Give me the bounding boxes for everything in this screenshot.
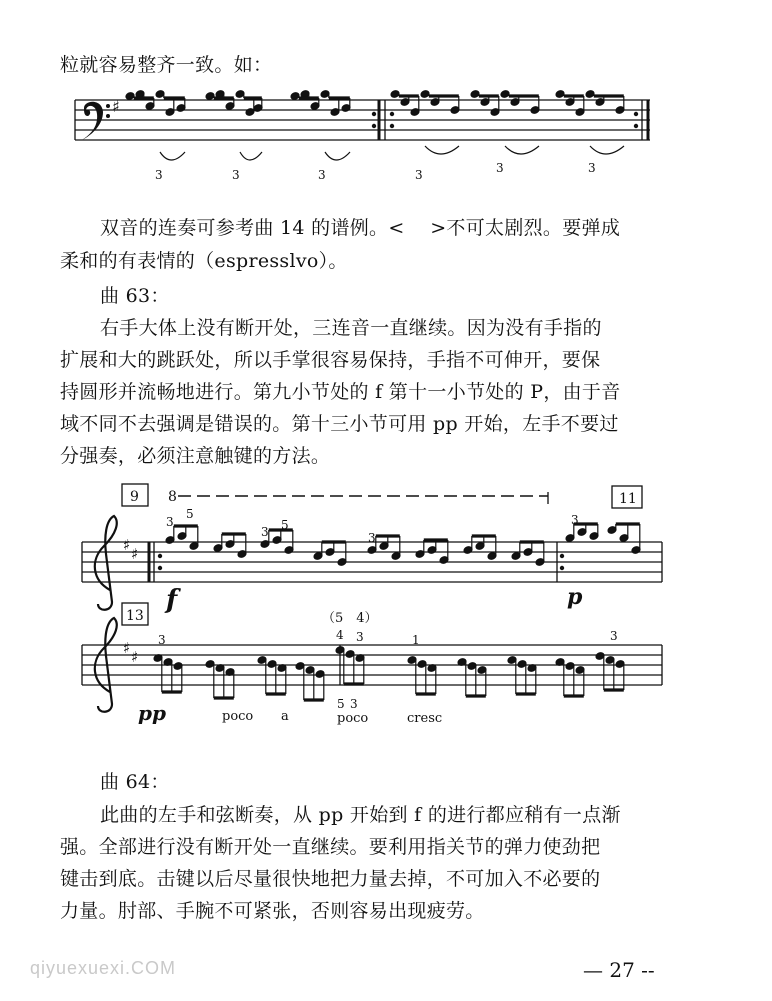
expression-a: a	[281, 709, 289, 724]
paragraph-1-line-2: 柔和的有表情的（espresslvo）。	[60, 250, 348, 272]
intro-line: 粒就容易整齐一致。如：	[60, 54, 273, 76]
measure-number-9: 9	[130, 489, 139, 505]
svg-text:♯: ♯	[112, 97, 120, 116]
fingering: 3	[610, 629, 618, 643]
measure-number-11: 11	[619, 491, 637, 507]
paragraph-3-line-1: 此曲的左手和弦断奏，从 pp 开始到 f 的进行都应稍有一点渐	[100, 804, 621, 826]
dynamic-forte: f	[166, 585, 178, 615]
piece-63-heading: 曲 63：	[100, 285, 170, 307]
triplet-mark: 3	[232, 168, 240, 182]
fingering: 3	[158, 633, 166, 647]
fingering: 4	[336, 628, 344, 642]
expression-poco: poco	[222, 709, 254, 724]
triplet-mark: 3	[588, 161, 596, 175]
treble-clef-score-piece-63	[0, 480, 772, 740]
dynamic-piano: p	[567, 584, 583, 610]
fingering: 1	[412, 633, 420, 647]
svg-text:♯: ♯	[131, 545, 139, 563]
paragraph-1-line-1: 双音的连奏可参考曲 14 的谱例。< >不可太剧烈。要弹成	[100, 217, 621, 239]
paragraph-2-line-4: 域不同不去强调是错误的。第十三小节可用 pp 开始，左手不要过	[60, 413, 619, 435]
svg-text:♯: ♯	[123, 536, 131, 554]
piece-64-heading: 曲 64：	[100, 771, 170, 793]
dynamic-pianissimo: pp	[138, 701, 166, 725]
expression-poco: poco	[337, 711, 369, 726]
fingering: 3	[356, 630, 364, 644]
triplet-mark: 3	[155, 168, 163, 182]
fingering: 3	[571, 513, 579, 527]
expression-cresc: cresc	[407, 711, 443, 726]
fingering: 3	[350, 697, 358, 711]
page-number: — 27 --	[583, 958, 655, 982]
fingering: 3	[261, 525, 269, 539]
fingering: 3	[166, 515, 174, 529]
fingering: 5	[337, 697, 345, 711]
svg-text:♯: ♯	[131, 648, 139, 666]
measure-number-13: 13	[126, 608, 144, 624]
fingering: 5	[281, 518, 289, 532]
triplet-mark: 3	[496, 161, 504, 175]
paragraph-3-line-4: 力量。肘部、手腕不可紧张，否则容易出现疲劳。	[60, 900, 485, 922]
paragraph-3-line-2: 强。全部进行没有断开处一直继续。要利用指关节的弹力使劲把	[60, 836, 601, 858]
site-watermark: qiyuexuexi.COM	[30, 958, 177, 978]
fingering-alternate: （5 4）	[322, 611, 378, 626]
triplet-mark: 3	[318, 168, 326, 182]
paragraph-2-line-5: 分强奏，必须注意触键的方法。	[60, 445, 331, 467]
paragraph-2-line-2: 扩展和大的跳跃处，所以手掌很容易保持，手指不可伸开，要保	[60, 349, 601, 371]
triplet-mark: 3	[415, 168, 423, 182]
svg-text:♯: ♯	[123, 639, 131, 657]
octave-mark: 8	[168, 489, 177, 505]
fingering: 5	[186, 507, 194, 521]
paragraph-2-line-1: 右手大体上没有断开处，三连音一直继续。因为没有手指的	[100, 317, 602, 339]
fingering: 3	[368, 531, 376, 545]
paragraph-2-line-3: 持圆形并流畅地进行。第九小节处的 f 第十一小节处的 P，由于音	[60, 381, 621, 403]
paragraph-3-line-3: 键击到底。击键以后尽量很快地把力量去掉，不可加入不必要的	[60, 868, 601, 890]
